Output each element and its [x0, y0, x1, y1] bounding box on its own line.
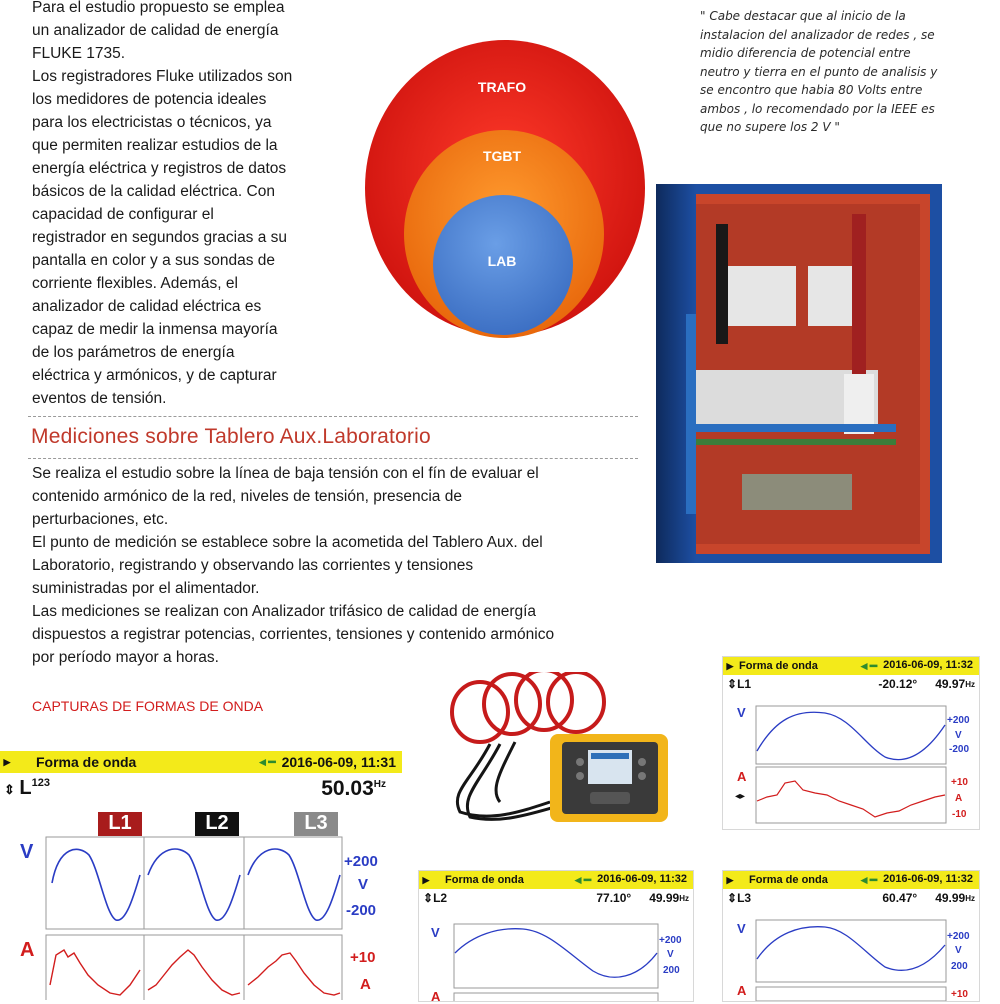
capture-l1-current-wave	[757, 781, 945, 817]
plug-icon: ◄━	[256, 755, 276, 769]
capture-l2-titlebar	[419, 871, 693, 889]
capture-l2-v-unit: V	[667, 949, 674, 960]
intro-line: Para el estudio propuesto se emplea	[32, 0, 285, 16]
intro-line: los medidores de potencia ideales	[32, 91, 267, 108]
capture-l1-channel: L1	[737, 677, 752, 691]
current-waveform-l1	[50, 950, 140, 995]
quote-line: instalacion del analizador de redes , se	[700, 27, 935, 42]
main-capture-title: Forma de onda	[36, 754, 137, 770]
intro-line: básicos de la calidad eléctrica. Con	[32, 183, 275, 200]
quote-line: que no supere los 2 V "	[700, 120, 840, 134]
section-line: dispuestos a registrar potencias, corrientes, tensiones y contenido armónico	[32, 626, 555, 643]
capture-l2-frequency: 49.99	[649, 891, 680, 905]
capture-l1-v-unit: V	[955, 730, 962, 741]
intro-line: eventos de tensión.	[32, 390, 167, 407]
main-v-label: V	[20, 841, 34, 863]
capture-l3-graph	[755, 919, 947, 1001]
main-a-top: +10	[350, 949, 376, 966]
capture-l1-v-top: +200	[947, 715, 970, 726]
updown-icon: ⇕	[727, 677, 738, 691]
capture-l1-info-row	[723, 675, 979, 693]
capture-l2-v-bottom: 200	[663, 965, 680, 976]
section-line: El punto de medición se establece sobre la acometida del Tablero Aux. del	[32, 534, 543, 551]
main-capture-titlebar	[0, 751, 402, 773]
capture-l3-frequency: 49.99	[935, 891, 966, 905]
voltage-waveform-l3	[248, 849, 340, 920]
main-capture-channel-sup: 123	[31, 777, 50, 789]
capture-l3-voltage-wave	[757, 927, 945, 971]
main-capture-channel-row	[4, 777, 398, 803]
capture-l1-v-bottom: -200	[949, 744, 970, 755]
capture-l2-info-row	[419, 889, 693, 907]
plug-icon: ◄━	[857, 659, 878, 673]
quote-line: se encontro que habia 80 Volts entre	[700, 83, 923, 97]
capture-l3-freq-unit: Hz	[965, 893, 975, 903]
horizontal-arrows-icon: ◂▸	[735, 791, 746, 802]
capture-l2-phase: 77.10°	[596, 891, 632, 905]
plug-icon: ◄━	[857, 873, 878, 887]
section-line: perturbaciones, etc.	[32, 511, 169, 528]
intro-line: que permiten realizar estudios de la	[32, 137, 278, 154]
capture-l1-title: Forma de onda	[739, 660, 818, 672]
phase-tab-l1: L1	[98, 812, 142, 836]
capture-l1-a-top: +10	[951, 777, 968, 788]
intro-line: capaz de medir la inmensa mayoría	[32, 321, 278, 338]
capture-l2-v-label: V	[431, 925, 440, 940]
capture-l3-title: Forma de onda	[749, 874, 828, 886]
capture-l1-graph	[755, 705, 947, 825]
quote-line: ambos , lo recomendado por la IEEE es	[700, 101, 935, 116]
play-icon: ▶	[726, 874, 734, 885]
main-waveform-graph	[44, 835, 344, 1000]
intro-line: de los parámetros de energía	[32, 344, 235, 361]
capture-l1-datetime: 2016-06-09, 11:32	[883, 659, 973, 671]
section-line: contenido armónico de la red, niveles de tensión, presencia de	[32, 488, 462, 505]
plug-icon: ◄━	[571, 873, 592, 887]
phase-tab-l3: L3	[294, 812, 338, 836]
main-capture-freq-unit: Hz	[373, 779, 386, 790]
capture-l3-v-label: V	[737, 921, 746, 936]
capture-l1-a-label: A	[737, 769, 747, 784]
capture-l3-v-bottom: 200	[951, 961, 968, 972]
captures-title: CAPTURAS DE FORMAS DE ONDA	[32, 698, 264, 714]
separator	[28, 458, 638, 459]
capture-l3-titlebar	[723, 871, 979, 889]
trafo-label: TRAFO	[477, 79, 527, 95]
main-v-unit: V	[358, 876, 369, 893]
capture-l1-frequency: 49.97	[935, 677, 966, 691]
capture-l1-a-bottom: -10	[952, 809, 967, 820]
current-waveform-l2	[148, 950, 240, 995]
ieee-quote	[700, 7, 990, 137]
intro-line: eléctrica y armónicos, y de capturar	[32, 367, 277, 384]
capture-l1-phase: -20.12°	[878, 677, 918, 691]
current-waveform-l3	[248, 953, 340, 995]
intro-line: corriente flexibles. Además, el	[32, 275, 238, 292]
capture-l2-a-label: A	[431, 989, 441, 1004]
section-line: Laboratorio, registrando y observando las corrientes y tensiones	[32, 557, 474, 574]
section-paragraph	[32, 462, 662, 669]
main-capture-channel: L	[19, 777, 32, 799]
capture-l1-freq-unit: Hz	[965, 679, 975, 689]
capture-l3-v-unit: V	[955, 945, 962, 956]
capture-l3-a-top: +10	[951, 989, 968, 1000]
tgbt-label: TGBT	[482, 148, 522, 164]
supply-hierarchy-diagram	[362, 8, 652, 338]
main-a-unit: A	[360, 976, 371, 993]
separator	[28, 416, 638, 417]
section-line: por período mayor a horas.	[32, 649, 219, 666]
intro-line: Los registradores Fluke utilizados son	[32, 68, 293, 85]
capture-l3-channel: L3	[737, 891, 752, 905]
intro-paragraph	[32, 0, 342, 410]
intro-line: un analizador de calidad de energía	[32, 22, 279, 39]
capture-l2-freq-unit: Hz	[679, 893, 689, 903]
intro-line: analizador de calidad eléctrica es	[32, 298, 262, 315]
capture-panel-l3	[722, 870, 980, 1002]
lab-label: LAB	[487, 253, 517, 269]
intro-line: para los electricistas o técnicos, ya	[32, 114, 272, 131]
main-a-label: A	[20, 939, 35, 961]
capture-l1-a-unit: A	[955, 793, 963, 804]
section-line: Se realiza el estudio sobre la línea de baja tensión con el fín de evaluar el	[32, 465, 539, 482]
intro-line: capacidad de configurar el	[32, 206, 214, 223]
capture-l2-graph	[453, 923, 659, 1001]
fluke-analyzer-illustration	[430, 672, 680, 832]
capture-l2-channel: L2	[433, 891, 448, 905]
capture-panel-l1	[722, 656, 980, 830]
section-heading: Mediciones sobre Tablero Aux.Laboratorio	[31, 425, 431, 448]
play-icon: ▶	[422, 874, 430, 885]
section-line: suministradas por el alimentador.	[32, 580, 260, 597]
quote-line: neutro y tierra en el punto de analisis y	[700, 64, 938, 79]
section-line: Las mediciones se realizan con Analizador trifásico de calidad de energía	[32, 603, 537, 620]
quote-line: midio diferencia de potencial entre	[700, 46, 911, 60]
intro-line: pantalla en color y a sus sondas de	[32, 252, 275, 269]
intro-line: FLUKE 1735.	[32, 45, 126, 62]
capture-l2-v-top: +200	[659, 935, 682, 946]
capture-l1-titlebar	[723, 657, 979, 675]
capture-l2-datetime: 2016-06-09, 11:32	[597, 873, 687, 885]
capture-l3-v-top: +200	[947, 931, 970, 942]
play-icon: ▶	[3, 756, 11, 767]
play-icon: ▶	[726, 660, 734, 671]
capture-l3-a-label: A	[737, 983, 747, 998]
capture-l3-phase: 60.47°	[882, 891, 918, 905]
updown-icon: ⇕	[727, 891, 738, 905]
capture-l2-voltage-wave	[455, 929, 657, 978]
voltage-waveform-l2	[148, 849, 240, 920]
capture-l2-title: Forma de onda	[445, 874, 524, 886]
capture-l3-info-row	[723, 889, 979, 907]
updown-icon: ⇕	[423, 891, 434, 905]
intro-line: registrador en segundos gracias a su	[32, 229, 288, 246]
electrical-panel-photo	[656, 184, 942, 563]
voltage-waveform-l1	[52, 849, 140, 920]
main-capture-datetime: 2016-06-09, 11:31	[281, 754, 396, 770]
capture-l3-datetime: 2016-06-09, 11:32	[883, 873, 973, 885]
updown-icon: ⇕	[4, 782, 15, 797]
main-v-top: +200	[344, 853, 378, 870]
capture-l1-voltage-wave	[757, 712, 945, 759]
intro-line: energía eléctrica y registros de datos	[32, 160, 287, 177]
main-v-bottom: -200	[346, 902, 377, 919]
capture-l1-v-label: V	[737, 705, 746, 720]
main-capture-frequency: 50.03	[321, 777, 374, 800]
quote-line: " Cabe destacar que al inicio de la	[700, 9, 906, 23]
phase-tab-l2: L2	[195, 812, 239, 836]
capture-panel-l2	[418, 870, 694, 1002]
main-capture-panel	[0, 751, 402, 1000]
